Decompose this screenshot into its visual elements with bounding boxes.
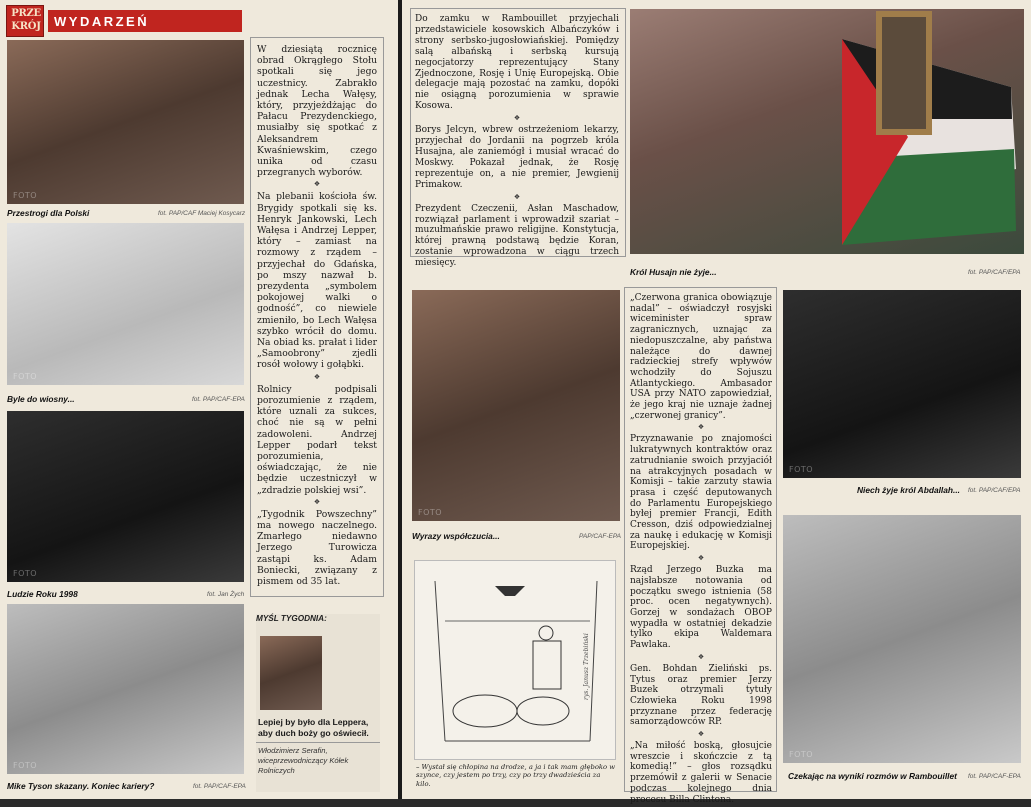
photo-snow-plow: FOTO	[7, 223, 244, 385]
photo-round-table: FOTO	[7, 40, 244, 204]
photo-credit: fot. PAP/CAF/EPA	[968, 487, 1021, 494]
news-item: Do zamku w Rambouillet przyjechali przedstawiciele kosowskich Albańczyków i strony serbsko-jugosłowiańskiej. Pomiędzy salą albańską i serbską kursują negocjatorzy reprezentujący Stany Zjednoczone, Rosję i Unię Europejską. Obie delegacje mają pozostać na zamku, dopóki nie osiągną porozumienia w sprawie Kosowa.	[415, 14, 619, 112]
photo-credit: fot. Jan Żych	[207, 591, 245, 598]
photo-caption: Byle do wiosny...	[7, 394, 75, 404]
left-news-column	[257, 44, 377, 589]
section-masthead	[6, 5, 242, 37]
photo-credit: fot. PAP/CAF-EPA	[193, 783, 246, 790]
news-item: Gen. Bohdan Zieliński ps. Tytus oraz premier Jerzy Buzek otrzymali tytuły Człowieka Roku 1998 przyznane przez federację samorządowców RP.	[630, 663, 772, 728]
separator-mark: ❖	[313, 372, 321, 381]
photo-soldiers-rambouillet: FOTO	[783, 515, 1021, 763]
separator-mark: ❖	[313, 180, 321, 189]
right-page	[402, 0, 1031, 805]
left-page	[0, 0, 398, 799]
separator-mark: ❖	[697, 730, 705, 739]
photo-credit: fot. PAP/CAF Maciej Kosycarz	[158, 210, 246, 217]
photo-credit: fot. PAP/CAF-EPA	[192, 396, 245, 403]
separator-mark: ❖	[313, 497, 321, 506]
magazine-logo	[6, 5, 44, 37]
section-title: WYDARZEŃ	[54, 14, 150, 29]
news-item: W dziesiątą rocznicę obrad Okrągłego Stołu spotkali się jego uczestnicy. Zabrakło jednak Lecha Wałęsy, który, przyjeżdżając do Pałacu Prezydenckiego, musiałby się spotkać z Aleksandrem Kwaśniewskim, czego unika od czasu przegranych wyborów.	[257, 44, 377, 179]
news-item: „Na miłość boską, głosujcie wreszcie i skończcie z tą komedią!” – głos rozsądku przemówił z galerii w Senacie podczas kolejnego dnia procesu Billa Clintona.	[630, 741, 772, 805]
jordan-flag-icon	[630, 9, 1024, 254]
photo-caption: Ludzie Roku 1998	[7, 589, 78, 599]
news-item: Na plebanii kościoła św. Brygidy spotkali się ks. Henryk Jankowski, Lech Wałęsa i Andrzej Lepper, który – zamiast na rozmowy z rządem – przyjechał do Gdańska, po mszy nazwał b. prezydenta „symbolem pokojowej walki o godność”, co niewiele zmieniło, bo Lech Wałęsa szybko wrócił do domu. Na obiad ks. prałat i lider „Samoobrony” zjedli rosół wołowy i gołąbki.	[257, 191, 377, 371]
photo-serafin-portrait	[260, 636, 322, 710]
photo-king-hussein-mourners	[630, 9, 1024, 254]
photo-caption: Przestrogi dla Polski	[7, 208, 90, 218]
photo-caption: Wyrazy współczucia...	[412, 531, 500, 541]
news-item: Rząd Jerzego Buzka ma najsłabsze notowania od początku swego istnienia (58 proc. ocen negatywnych). Gorzej w sondażach OBOP wypadła w ostatniej dekadzie tylko ekipa Waldemara Pawlaka.	[630, 565, 772, 651]
photo-credit: fot. PAP/CAF/EPA	[968, 269, 1021, 276]
photo-credit: fot. PAP/CAF-EPA	[968, 773, 1021, 780]
news-item: „Czerwona granica obowiązuje nadal” – oświadczył rosyjski wiceminister spraw zagranicznych, uznając za niedopuszczalne, aby państwa należące do dawnej radzieckiej strefy wpływów wchodziły do Sojuszu Atlantyckiego. Ambasador USA przy NATO zapowiedział, że jego kraj nie uznaje żadnej „czerwonej granicy”.	[630, 293, 772, 421]
separator-mark: ❖	[513, 192, 521, 201]
news-item: „Tygodnik Powszechny” ma nowego naczelnego. Zmarłego niedawno Jerzego Turowicza zastąpi ks. Adam Boniecki, związany z pismem od 35 lat.	[257, 508, 377, 587]
right-top-news-column	[415, 14, 619, 271]
separator-mark: ❖	[697, 652, 705, 661]
logo-text-bottom: KRÓJ	[11, 21, 41, 32]
section-band	[48, 10, 242, 32]
cartoon-signature: rys. Janusz Trzebiński	[583, 633, 590, 700]
cartoon-caption: – Wystał się chłopina na drodze, a ja i tak mam głęboko w szynce, czy jestem po trzy, czy po trzy dwadzieścia za kilo.	[416, 763, 616, 788]
thought-author: Włodzimierz Serafin, wiceprzewodniczący Kółek Rolniczych	[258, 746, 349, 775]
photo-credit: PAP/CAF-EPA	[579, 533, 622, 540]
thought-of-week-box	[256, 614, 380, 792]
photo-caption: Mike Tyson skazany. Koniec kariery?	[7, 781, 155, 791]
photo-mike-tyson: FOTO	[7, 604, 244, 774]
news-item: Borys Jelcyn, wbrew ostrzeżeniom lekarzy, przyjechał do Jordanii na pogrzeb króla Husajna, ale zaniemógł i musiał wracać do Moskwy. Pokazał jednak, że Rosję reprezentuje on, a nie premier, Jewgienij Primakow.	[415, 125, 619, 190]
separator-mark: ❖	[697, 554, 705, 563]
separator-mark: ❖	[697, 423, 705, 432]
separator-mark: ❖	[513, 114, 521, 123]
divider	[256, 742, 380, 743]
photo-king-abdallah: FOTO	[783, 290, 1021, 478]
photo-people-of-year: FOTO	[7, 411, 244, 582]
photo-caption: Czekając na wyniki rozmów w Rambouillet	[788, 771, 957, 781]
photo-caption: Król Husajn nie żyje...	[630, 267, 717, 277]
thought-quote: Lepiej by było dla Leppera, aby duch boży go oświecił.	[258, 717, 369, 738]
logo-text-top: PRZE	[11, 8, 41, 19]
photo-caption: Niech żyje król Abdallah...	[857, 485, 961, 495]
news-item: Rolnicy podpisali porozumienie z rządem, które uznali za sukces, choć nie są w pełni zadowoleni. Andrzej Lepper podarł tekst porozumienia, oświadczając, że nie będzie uczestniczył w „zdradzie polskiej wsi”.	[257, 383, 377, 496]
news-item: Prezydent Czeczenii, Asłan Maschadow, rozwiązał parlament i wprowadził szariat – muzułmańskie prawo religijne. Konstytucja, której prawną podstawą będzie Koran, zostanie wprowadzona w ciągu trzech miesięcy.	[415, 203, 619, 269]
thought-title: MYŚL TYGODNIA:	[256, 614, 327, 623]
news-item: Przyznawanie po znajomości lukratywnych kontraktów oraz zatrudnianie swoich przyjaciół na atrakcyjnych posadach w Komisji – takie zarzuty stawia prasa i część deputowanych do Parlamentu Europejskiego byłej premier Francji, Edith Cresson, dziś odpowiedzialnej za naukę i edukację w Komisji Europejskiej.	[630, 434, 772, 552]
photo-yeltsin-condolences: FOTO	[412, 290, 620, 521]
right-mid-news-column	[630, 293, 772, 807]
